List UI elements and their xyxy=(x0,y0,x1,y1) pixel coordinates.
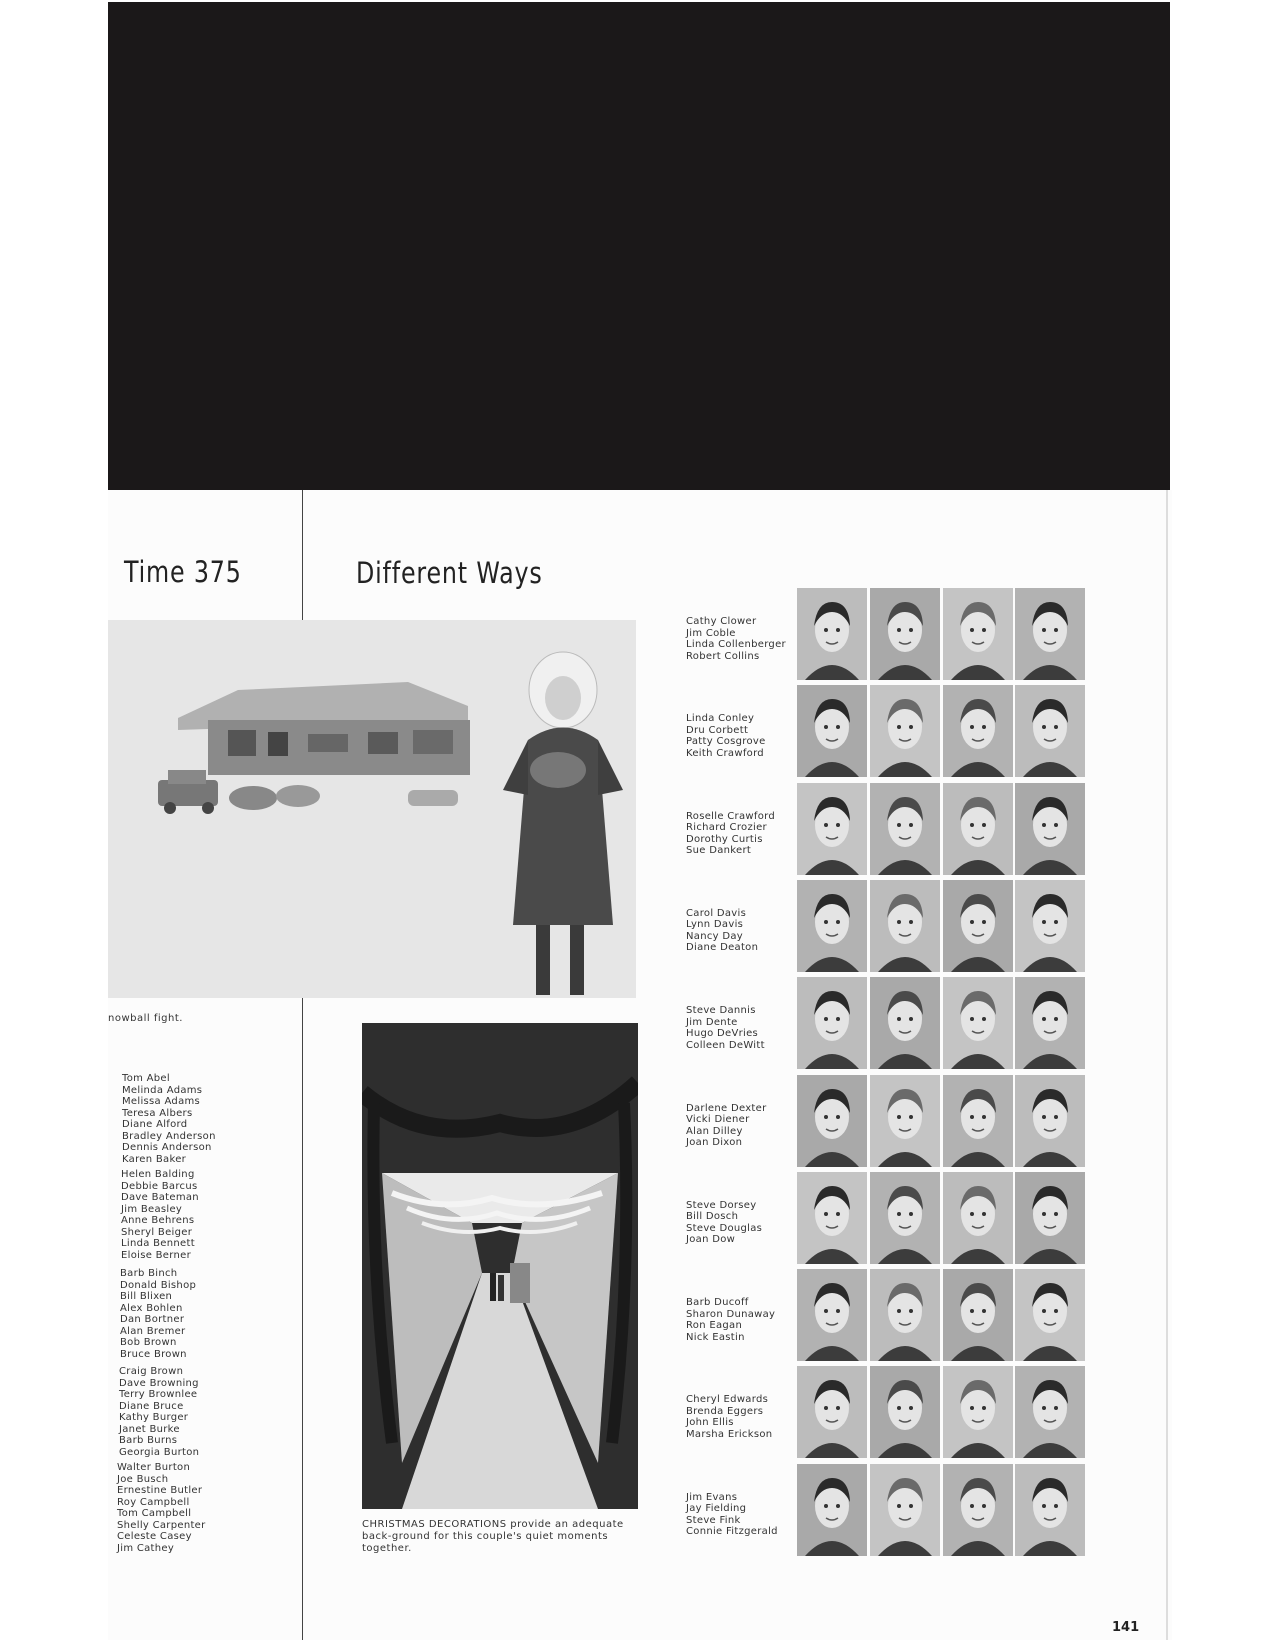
name-entry: Darlene Dexter xyxy=(686,1102,767,1114)
name-entry: Bradley Anderson xyxy=(122,1130,216,1142)
page-right-edge xyxy=(1166,490,1168,1640)
portrait-name-group xyxy=(686,713,766,759)
name-entry: Tom Abel xyxy=(122,1073,170,1084)
page-number: 141 xyxy=(1112,1620,1140,1635)
name-entry: Alan Bremer xyxy=(120,1325,186,1337)
name-entry: Melissa Adams xyxy=(122,1096,201,1107)
name-entry: Bill Blixen xyxy=(120,1291,173,1302)
student-portrait xyxy=(797,1075,867,1167)
name-entry: Jim Beasley xyxy=(121,1203,183,1215)
name-entry: Bob Brown xyxy=(120,1337,177,1348)
student-portrait xyxy=(797,685,867,777)
name-entry: Robert Collins xyxy=(686,650,760,662)
student-portrait xyxy=(797,977,867,1069)
name-entry: Roselle Crawford xyxy=(686,810,775,822)
left-name-group-4 xyxy=(119,1366,199,1458)
left-name-group-2 xyxy=(121,1169,199,1261)
name-entry: Bill Dosch xyxy=(686,1211,739,1223)
black-top-band xyxy=(108,2,1170,490)
student-portrait xyxy=(1015,685,1085,777)
student-portrait xyxy=(1015,783,1085,875)
portrait-name-group xyxy=(686,1200,762,1246)
name-entry: Dennis Anderson xyxy=(122,1142,212,1153)
left-page-title: Time 375 xyxy=(124,555,242,589)
name-entry: Jim Coble xyxy=(686,627,736,639)
portrait-name-group xyxy=(686,1492,778,1538)
name-entry: Alan Dilley xyxy=(686,1125,743,1137)
name-entry: Barb Binch xyxy=(120,1268,178,1279)
student-portrait xyxy=(870,977,940,1069)
hallway-photo-caption: CHRISTMAS DECORATIONS provide an adequate back-ground for this couple's quiet moments together. xyxy=(362,1519,624,1554)
right-page-title: Different Ways xyxy=(356,556,543,590)
name-entry: Debbie Barcus xyxy=(121,1180,198,1192)
name-entry: Diane Bruce xyxy=(119,1400,184,1412)
name-entry: Steve Fink xyxy=(686,1514,741,1526)
name-entry: Steve Dannis xyxy=(686,1005,756,1017)
name-entry: Tom Campbell xyxy=(117,1508,192,1519)
name-entry: Sharon Dunaway xyxy=(686,1308,776,1320)
student-portrait xyxy=(943,685,1013,777)
student-portrait xyxy=(1015,1366,1085,1458)
name-entry: Bruce Brown xyxy=(120,1348,187,1360)
student-portrait xyxy=(943,1172,1013,1264)
name-entry: Alex Bohlen xyxy=(120,1302,183,1314)
student-portrait xyxy=(943,783,1013,875)
portrait-name-group xyxy=(686,616,786,662)
student-portrait xyxy=(797,1366,867,1458)
student-portrait xyxy=(870,685,940,777)
student-portrait xyxy=(1015,1075,1085,1167)
name-entry: Richard Crozier xyxy=(686,822,767,834)
name-entry: Barb Ducoff xyxy=(686,1297,749,1309)
student-portrait xyxy=(797,1269,867,1361)
portrait-name-group xyxy=(686,1103,767,1149)
name-entry: Ron Eagan xyxy=(686,1320,743,1332)
student-portrait xyxy=(943,588,1013,680)
name-entry: Diane Alford xyxy=(122,1119,188,1130)
portrait-name-group xyxy=(686,811,775,857)
name-entry: Diane Deaton xyxy=(686,942,759,954)
name-entry: Brenda Eggers xyxy=(686,1405,764,1417)
name-entry: Craig Brown xyxy=(119,1366,184,1377)
name-entry: Terry Brownlee xyxy=(119,1389,198,1400)
name-entry: Joan Dow xyxy=(686,1234,736,1246)
portrait-name-group xyxy=(686,1297,775,1343)
name-entry: Shelly Carpenter xyxy=(117,1519,206,1531)
name-entry: Celeste Casey xyxy=(117,1531,192,1542)
name-entry: Dave Browning xyxy=(119,1377,199,1389)
name-entry: Walter Burton xyxy=(117,1462,191,1473)
name-entry: Colleen DeWitt xyxy=(686,1039,765,1051)
student-portrait xyxy=(870,1464,940,1556)
student-portrait xyxy=(797,1464,867,1556)
name-entry: Donald Bishop xyxy=(120,1279,197,1291)
name-entry: Kathy Burger xyxy=(119,1412,189,1423)
student-portrait xyxy=(797,783,867,875)
name-entry: Dan Bortner xyxy=(120,1314,185,1325)
name-entry: Joan Dixon xyxy=(686,1137,743,1148)
left-name-group-3 xyxy=(120,1268,196,1360)
name-entry: Steve Dorsey xyxy=(686,1199,757,1211)
student-portrait xyxy=(1015,1172,1085,1264)
portrait-name-group xyxy=(686,1394,772,1440)
name-entry: Linda Conley xyxy=(686,713,755,725)
name-entry: Carol Davis xyxy=(686,907,747,919)
name-entry: Janet Burke xyxy=(119,1423,180,1435)
student-portrait xyxy=(870,1269,940,1361)
name-entry: Teresa Albers xyxy=(122,1107,193,1119)
student-portrait xyxy=(943,1366,1013,1458)
name-entry: Ernestine Butler xyxy=(117,1485,203,1496)
name-entry: Marsha Erickson xyxy=(686,1428,773,1440)
student-portrait xyxy=(797,1172,867,1264)
name-entry: John Ellis xyxy=(686,1417,734,1429)
name-entry: Jim Cathey xyxy=(117,1542,175,1554)
student-portrait xyxy=(870,880,940,972)
left-name-group-1 xyxy=(122,1073,216,1165)
name-entry: Sheryl Beiger xyxy=(121,1226,193,1238)
name-entry: Melinda Adams xyxy=(122,1084,203,1096)
student-portrait xyxy=(943,1464,1013,1556)
student-portrait xyxy=(1015,1269,1085,1361)
student-portrait xyxy=(943,880,1013,972)
name-entry: Nancy Day xyxy=(686,930,743,942)
name-entry: Roy Campbell xyxy=(117,1496,190,1508)
student-portrait xyxy=(870,1172,940,1264)
snowball-fight-photo xyxy=(108,620,636,998)
student-portrait xyxy=(1015,977,1085,1069)
name-entry: Helen Balding xyxy=(121,1169,195,1180)
name-entry: Vicki Diener xyxy=(686,1114,750,1125)
student-portrait xyxy=(1015,880,1085,972)
name-entry: Linda Collenberger xyxy=(686,639,786,650)
name-entry: Steve Douglas xyxy=(686,1222,763,1234)
portrait-name-group xyxy=(686,908,758,954)
name-entry: Dorothy Curtis xyxy=(686,833,763,845)
name-entry: Keith Crawford xyxy=(686,747,764,759)
name-entry: Linda Bennett xyxy=(121,1238,195,1249)
student-portrait xyxy=(1015,588,1085,680)
student-portrait xyxy=(797,880,867,972)
snow-photo-caption: nowball fight. xyxy=(108,1013,183,1024)
name-entry: Cheryl Edwards xyxy=(686,1394,769,1406)
name-entry: Barb Burns xyxy=(119,1435,178,1446)
name-entry: Anne Behrens xyxy=(121,1215,195,1226)
student-portrait xyxy=(943,1269,1013,1361)
name-entry: Patty Cosgrove xyxy=(686,736,766,748)
christmas-hallway-photo xyxy=(362,1023,638,1509)
student-portrait xyxy=(870,588,940,680)
student-portrait xyxy=(870,1075,940,1167)
name-entry: Karen Baker xyxy=(122,1153,187,1165)
name-entry: Jay Fielding xyxy=(686,1503,747,1515)
name-entry: Jim Dente xyxy=(686,1016,738,1028)
name-entry: Dru Corbett xyxy=(686,724,749,736)
name-entry: Sue Dankert xyxy=(686,845,752,857)
name-entry: Nick Eastin xyxy=(686,1331,745,1343)
name-entry: Eloise Berner xyxy=(121,1249,191,1261)
portrait-name-group xyxy=(686,1005,765,1051)
student-portrait xyxy=(870,1366,940,1458)
name-entry: Georgia Burton xyxy=(119,1446,200,1458)
name-entry: Hugo DeVries xyxy=(686,1028,759,1040)
student-portrait xyxy=(1015,1464,1085,1556)
name-entry: Lynn Davis xyxy=(686,919,744,931)
name-entry: Jim Evans xyxy=(686,1491,738,1503)
student-portrait xyxy=(943,977,1013,1069)
name-entry: Cathy Clower xyxy=(686,616,757,627)
left-name-group-5 xyxy=(117,1462,206,1554)
name-entry: Joe Busch xyxy=(117,1473,169,1485)
student-portrait xyxy=(870,783,940,875)
name-entry: Connie Fitzgerald xyxy=(686,1526,778,1538)
student-portrait xyxy=(943,1075,1013,1167)
name-entry: Dave Bateman xyxy=(121,1192,199,1203)
student-portrait xyxy=(797,588,867,680)
